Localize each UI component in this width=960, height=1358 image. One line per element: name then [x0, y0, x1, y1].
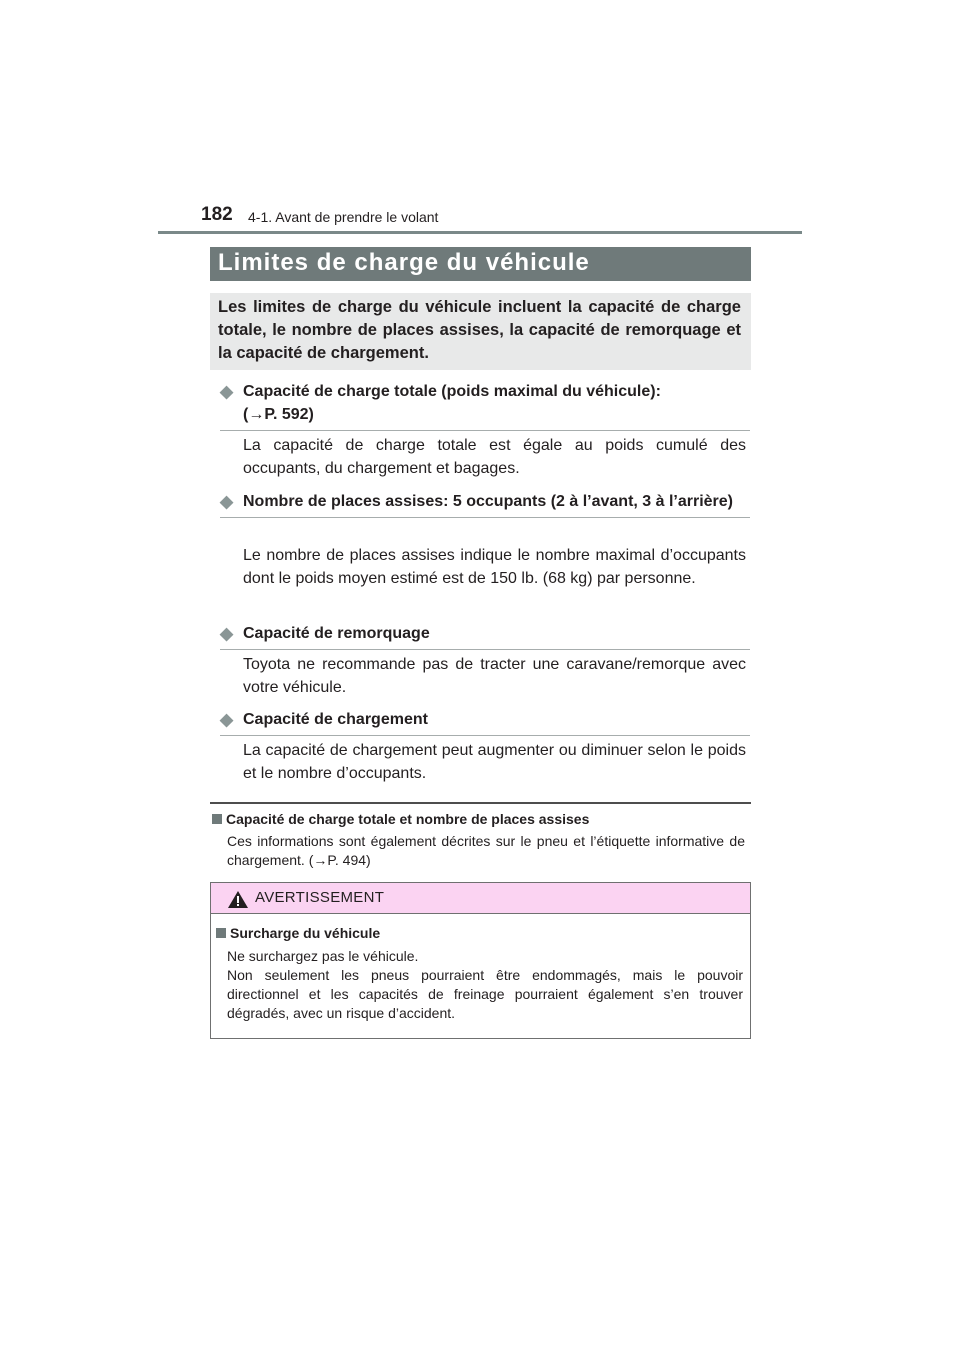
diamond-bullet-icon: ◆ — [220, 382, 234, 401]
warning-text — [227, 947, 743, 1023]
warning-line: Non seulement les pneus pourraient être endommagés, mais le pouvoir directionnel et les capacités de freinage pourraient également s’en trouver dégradés, avec un risque d’accident. — [227, 967, 743, 1021]
warning-box — [210, 882, 751, 1039]
subheading-towing — [220, 622, 750, 650]
note-heading-text: Capacité de charge totale et nombre de places assises — [226, 811, 590, 827]
section-separator — [210, 802, 751, 804]
subheading-seating — [220, 490, 750, 518]
paragraph-seating: Le nombre de places assises indique le nombre maximal d’occupants dont le poids moyen estimé est de 150 lb. (68 kg) par personne. — [243, 547, 746, 587]
diamond-bullet-icon: ◆ — [220, 492, 234, 511]
intro-text: Les limites de charge du véhicule incluent la capacité de charge totale, le nombre de places assises, la capacité de remorquage et la capacité de chargement. — [218, 298, 741, 362]
square-bullet-icon — [212, 814, 222, 824]
paragraph-cargo: La capacité de chargement peut augmenter ou diminuer selon le poids et le nombre d’occupants. — [243, 742, 746, 782]
subheading-text: Capacité de chargement — [243, 711, 428, 728]
subheading-total-capacity — [220, 380, 750, 431]
diamond-bullet-icon: ◆ — [220, 710, 234, 729]
warning-subheading-text: Surcharge du véhicule — [230, 925, 381, 941]
paragraph-towing: Toyota ne recommande pas de tracter une caravane/remorque avec votre véhicule. — [243, 656, 746, 696]
square-bullet-icon — [216, 928, 226, 938]
warning-header — [211, 883, 750, 914]
subheading-text: Nombre de places assises: 5 occupants (2 à l’avant, 3 à l’arrière) — [243, 493, 734, 510]
note-heading — [212, 811, 589, 827]
warning-triangle-icon — [228, 891, 248, 908]
page-number: 182 — [201, 204, 233, 225]
note-text: Ces informations sont également décrites sur le pneu et l’étiquette informative de chargement. (→P. 494) — [227, 833, 745, 868]
subheading-text: Capacité de remorquage — [243, 625, 430, 642]
intro-box — [210, 293, 751, 370]
section-title: Limites de charge du véhicule — [218, 249, 590, 276]
paragraph-total-capacity: La capacité de charge totale est égale au poids cumulé des occupants, du chargement et bagages. — [243, 437, 746, 477]
subheading-cargo — [220, 708, 750, 736]
diamond-bullet-icon: ◆ — [220, 624, 234, 643]
chapter-title: 4-1. Avant de prendre le volant — [248, 209, 439, 225]
header-rule — [158, 231, 802, 234]
warning-subheading — [216, 925, 380, 941]
subheading-text: Capacité de charge totale (poids maximal du véhicule): — [243, 383, 661, 400]
warning-line: Ne surchargez pas le véhicule. — [227, 948, 419, 964]
page-reference-link[interactable]: (→P. 592) — [243, 406, 314, 423]
warning-label: AVERTISSEMENT — [255, 889, 385, 906]
